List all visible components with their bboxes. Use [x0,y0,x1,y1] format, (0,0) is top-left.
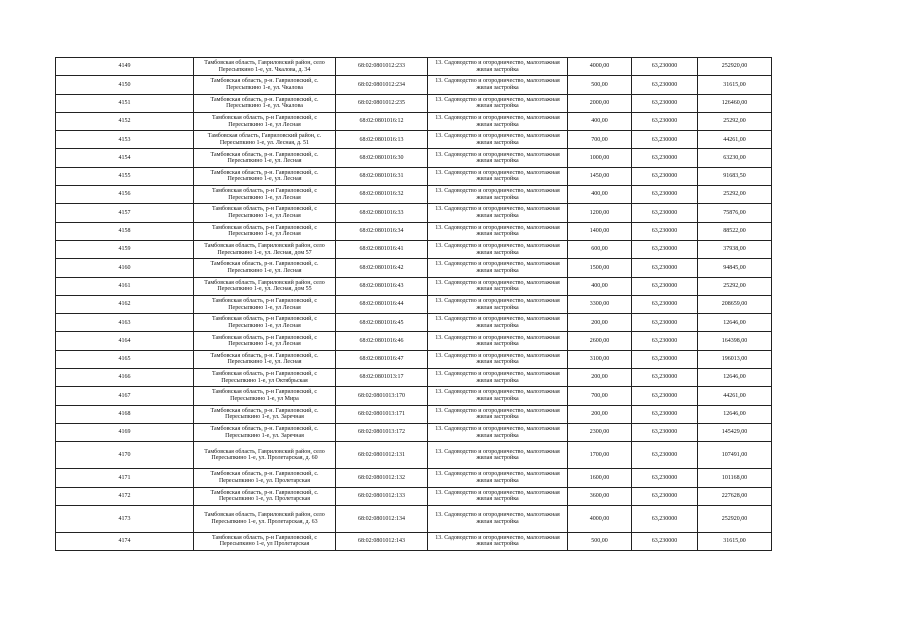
cadastral-number-cell: 68:02:0801013:17 [336,369,428,387]
row-number: 4149 [56,58,194,76]
table-row [56,204,772,222]
cadastral-number-cell: 68:02:0801012:132 [336,469,428,487]
rate-cell: 63,230000 [632,369,698,387]
cadastral-number-cell: 68:02:0801012:234 [336,76,428,94]
row-number: 4170 [56,442,194,469]
table-row [56,186,772,204]
address-cell: Тамбовская область, р-н Гавриловский, с Пересыпкино 1-е, ул Лесная [194,314,336,332]
address-cell: Тамбовская область, р-н Гавриловский, с Пересыпкино 1-е, ул Лесная [194,295,336,313]
cadastral-value-cell: 63230,00 [698,149,772,167]
area-cell: 400,00 [568,112,632,130]
land-use-cell: 13. Садоводство и огородничество, малоэтажная жилая застройка [428,369,568,387]
land-use-cell: 13. Садоводство и огородничество, малоэтажная жилая застройка [428,58,568,76]
area-cell: 2600,00 [568,332,632,350]
row-number: 4155 [56,167,194,185]
table-row [56,369,772,387]
address-cell: Тамбовская область, Гавриловский район, село Пересыпкино 1-е, ул. Пролетарская, д. 63 [194,505,336,532]
rate-cell: 63,230000 [632,112,698,130]
row-number: 4154 [56,149,194,167]
address-cell: Тамбовская область, р-н. Гавриловский, с. Пересыпкино 1-е, ул. Чкалова [194,94,336,112]
row-number: 4174 [56,532,194,550]
area-cell: 1600,00 [568,469,632,487]
rate-cell: 63,230000 [632,94,698,112]
table-row [56,314,772,332]
cadastral-value-cell: 37938,00 [698,240,772,258]
row-number: 4169 [56,423,194,441]
address-cell: Тамбовская область, р-н. Гавриловский, с. Пересыпкино 1-е, ул. Лесная [194,167,336,185]
row-number: 4163 [56,314,194,332]
table-row [56,131,772,149]
row-number: 4158 [56,222,194,240]
area-cell: 3600,00 [568,487,632,505]
cadastral-number-cell: 68:02:0801013:170 [336,387,428,405]
cadastral-value-cell: 208659,00 [698,295,772,313]
area-cell: 500,00 [568,76,632,94]
rate-cell: 63,230000 [632,295,698,313]
area-cell: 4000,00 [568,58,632,76]
cadastral-value-cell: 94845,00 [698,259,772,277]
address-cell: Тамбовская область, р-н Гавриловский, с Пересыпкино 1-е, ул Лесная [194,332,336,350]
address-cell: Тамбовская область, р-н. Гавриловский, с. Пересыпкино 1-е, ул. Пролетарская [194,469,336,487]
table-row [56,277,772,295]
cadastral-value-cell: 31615,00 [698,532,772,550]
land-use-cell: 13. Садоводство и огородничество, малоэтажная жилая застройка [428,94,568,112]
table-row [56,469,772,487]
row-number: 4160 [56,259,194,277]
table-row [56,167,772,185]
table-row [56,505,772,532]
area-cell: 1400,00 [568,222,632,240]
table-row [56,405,772,423]
address-cell: Тамбовская область, р-н. Гавриловский, с. Пересыпкино 1-е, ул. Пролетарская [194,487,336,505]
address-cell: Тамбовская область, р-н Гавриловский, с Пересыпкино 1-е, ул Пролетарская [194,532,336,550]
cadastral-value-cell: 25292,00 [698,186,772,204]
land-use-cell: 13. Садоводство и огородничество, малоэтажная жилая застройка [428,442,568,469]
row-number: 4173 [56,505,194,532]
table-row [56,332,772,350]
table-row [56,487,772,505]
area-cell: 200,00 [568,369,632,387]
area-cell: 600,00 [568,240,632,258]
cadastral-value-cell: 145429,00 [698,423,772,441]
land-use-cell: 13. Садоводство и огородничество, малоэтажная жилая застройка [428,350,568,368]
area-cell: 3100,00 [568,350,632,368]
area-cell: 2000,00 [568,94,632,112]
table-row [56,94,772,112]
land-use-cell: 13. Садоводство и огородничество, малоэтажная жилая застройка [428,469,568,487]
area-cell: 1700,00 [568,442,632,469]
cadastral-number-cell: 68:02:0801016:32 [336,186,428,204]
row-number: 4166 [56,369,194,387]
area-cell: 4000,00 [568,505,632,532]
address-cell: Тамбовская область, Гавриловский район, с. Пересыпкино 1-е, ул. Лесная, д. 51 [194,131,336,149]
rate-cell: 63,230000 [632,277,698,295]
address-cell: Тамбовская область, р-н Гавриловский, с Пересыпкино 1-е, ул Лесная [194,112,336,130]
table-row [56,423,772,441]
rate-cell: 63,230000 [632,58,698,76]
land-use-cell: 13. Садоводство и огородничество, малоэтажная жилая застройка [428,167,568,185]
rate-cell: 63,230000 [632,387,698,405]
rate-cell: 63,230000 [632,442,698,469]
table-body [56,58,772,551]
address-cell: Тамбовская область, р-н Гавриловский, с Пересыпкино 1-е, ул Лесная [194,222,336,240]
row-number: 4157 [56,204,194,222]
cadastral-value-cell: 25292,00 [698,112,772,130]
cadastral-number-cell: 68:02:0801016:42 [336,259,428,277]
row-number: 4171 [56,469,194,487]
cadastral-number-cell: 68:02:0801013:171 [336,405,428,423]
land-use-cell: 13. Садоводство и огородничество, малоэтажная жилая застройка [428,222,568,240]
area-cell: 1000,00 [568,149,632,167]
cadastral-number-cell: 68:02:0801016:12 [336,112,428,130]
address-cell: Тамбовская область, р-н Гавриловский, с Пересыпкино 1-е, ул Мира [194,387,336,405]
land-use-cell: 13. Садоводство и огородничество, малоэтажная жилая застройка [428,505,568,532]
address-cell: Тамбовская область, р-н. Гавриловский, с. Пересыпкино 1-е, ул. Лесная [194,149,336,167]
table-row [56,350,772,368]
address-cell: Тамбовская область, Гавриловский район, село Пересыпкино 1-е, ул. Пролетарская, д. 60 [194,442,336,469]
rate-cell: 63,230000 [632,167,698,185]
cadastral-value-cell: 25292,00 [698,277,772,295]
row-number: 4165 [56,350,194,368]
cadastral-value-cell: 12646,00 [698,369,772,387]
row-number: 4159 [56,240,194,258]
table-row [56,222,772,240]
row-number: 4168 [56,405,194,423]
cadastral-number-cell: 68:02:0801016:47 [336,350,428,368]
land-use-cell: 13. Садоводство и огородничество, малоэтажная жилая застройка [428,131,568,149]
cadastral-number-cell: 68:02:0801012:233 [336,58,428,76]
land-use-cell: 13. Садоводство и огородничество, малоэтажная жилая застройка [428,186,568,204]
row-number: 4162 [56,295,194,313]
rate-cell: 63,230000 [632,131,698,149]
cadastral-value-cell: 252920,00 [698,58,772,76]
area-cell: 1450,00 [568,167,632,185]
rate-cell: 63,230000 [632,240,698,258]
cadastral-number-cell: 68:02:0801012:134 [336,505,428,532]
cadastral-number-cell: 68:02:0801016:45 [336,314,428,332]
area-cell: 700,00 [568,131,632,149]
table-row [56,442,772,469]
cadastral-value-table [55,57,772,551]
cadastral-number-cell: 68:02:0801013:172 [336,423,428,441]
area-cell: 1200,00 [568,204,632,222]
cadastral-value-cell: 44261,00 [698,131,772,149]
table-row [56,58,772,76]
address-cell: Тамбовская область, р-н Гавриловский, с Пересыпкино 1-е, ул Лесная [194,204,336,222]
land-use-cell: 13. Садоводство и огородничество, малоэтажная жилая застройка [428,240,568,258]
row-number: 4153 [56,131,194,149]
rate-cell: 63,230000 [632,259,698,277]
area-cell: 500,00 [568,532,632,550]
row-number: 4151 [56,94,194,112]
address-cell: Тамбовская область, р-н. Гавриловский, с. Пересыпкино 1-е, ул. Лесная [194,259,336,277]
rate-cell: 63,230000 [632,405,698,423]
row-number: 4152 [56,112,194,130]
cadastral-value-cell: 227628,00 [698,487,772,505]
area-cell: 400,00 [568,277,632,295]
table-row [56,387,772,405]
land-use-cell: 13. Садоводство и огородничество, малоэтажная жилая застройка [428,277,568,295]
area-cell: 1500,00 [568,259,632,277]
rate-cell: 63,230000 [632,332,698,350]
row-number: 4150 [56,76,194,94]
cadastral-value-cell: 101168,00 [698,469,772,487]
address-cell: Тамбовская область, Гавриловский район, село Пересыпкино 1-е, ул. Чкалова, д. 34 [194,58,336,76]
row-number: 4167 [56,387,194,405]
area-cell: 400,00 [568,186,632,204]
address-cell: Тамбовская область, р-н. Гавриловский, с. Пересыпкино 1-е, ул. Лесная [194,350,336,368]
rate-cell: 63,230000 [632,350,698,368]
table-row [56,532,772,550]
rate-cell: 63,230000 [632,487,698,505]
rate-cell: 63,230000 [632,76,698,94]
land-use-cell: 13. Садоводство и огородничество, малоэтажная жилая застройка [428,76,568,94]
rate-cell: 63,230000 [632,314,698,332]
rate-cell: 63,230000 [632,469,698,487]
land-use-cell: 13. Садоводство и огородничество, малоэтажная жилая застройка [428,259,568,277]
cadastral-value-cell: 12646,00 [698,314,772,332]
address-cell: Тамбовская область, р-н Гавриловский, с Пересыпкино 1-е, ул Лесная [194,186,336,204]
cadastral-number-cell: 68:02:0801012:143 [336,532,428,550]
cadastral-value-cell: 252920,00 [698,505,772,532]
rate-cell: 63,230000 [632,532,698,550]
land-use-cell: 13. Садоводство и огородничество, малоэтажная жилая застройка [428,295,568,313]
cadastral-value-cell: 126460,00 [698,94,772,112]
cadastral-value-cell: 12646,00 [698,405,772,423]
land-use-cell: 13. Садоводство и огородничество, малоэтажная жилая застройка [428,423,568,441]
rate-cell: 63,230000 [632,222,698,240]
area-cell: 2300,00 [568,423,632,441]
table-row [56,149,772,167]
table-row [56,112,772,130]
table-row [56,295,772,313]
address-cell: Тамбовская область, р-н. Гавриловский, с. Пересыпкино 1-е, ул. Заречная [194,423,336,441]
address-cell: Тамбовская область, р-н. Гавриловский, с. Пересыпкино 1-е, ул. Заречная [194,405,336,423]
cadastral-number-cell: 68:02:0801016:44 [336,295,428,313]
land-use-cell: 13. Садоводство и огородничество, малоэтажная жилая застройка [428,405,568,423]
cadastral-number-cell: 68:02:0801016:31 [336,167,428,185]
address-cell: Тамбовская область, Гавриловский район, село Пересыпкино 1-е, ул. Лесная, дом 55 [194,277,336,295]
address-cell: Тамбовская область, р-н Гавриловский, с Пересыпкино 1-е, ул Октябрьская [194,369,336,387]
cadastral-number-cell: 68:02:0801016:46 [336,332,428,350]
cadastral-value-cell: 164398,00 [698,332,772,350]
land-use-cell: 13. Садоводство и огородничество, малоэтажная жилая застройка [428,149,568,167]
cadastral-value-cell: 196013,00 [698,350,772,368]
cadastral-number-cell: 68:02:0801012:235 [336,94,428,112]
land-use-cell: 13. Садоводство и огородничество, малоэтажная жилая застройка [428,487,568,505]
cadastral-number-cell: 68:02:0801016:41 [336,240,428,258]
cadastral-number-cell: 68:02:0801012:131 [336,442,428,469]
address-cell: Тамбовская область, р-н. Гавриловский, с. Пересыпкино 1-е, ул. Чкалова [194,76,336,94]
rate-cell: 63,230000 [632,186,698,204]
row-number: 4161 [56,277,194,295]
cadastral-value-cell: 31615,00 [698,76,772,94]
row-number: 4164 [56,332,194,350]
cadastral-number-cell: 68:02:0801016:43 [336,277,428,295]
area-cell: 200,00 [568,405,632,423]
land-use-cell: 13. Садоводство и огородничество, малоэтажная жилая застройка [428,112,568,130]
cadastral-number-cell: 68:02:0801012:133 [336,487,428,505]
cadastral-value-cell: 107491,00 [698,442,772,469]
land-use-cell: 13. Садоводство и огородничество, малоэтажная жилая застройка [428,314,568,332]
rate-cell: 63,230000 [632,423,698,441]
row-number: 4172 [56,487,194,505]
area-cell: 700,00 [568,387,632,405]
cadastral-number-cell: 68:02:0801016:33 [336,204,428,222]
cadastral-value-cell: 91683,50 [698,167,772,185]
area-cell: 3300,00 [568,295,632,313]
cadastral-number-cell: 68:02:0801016:13 [336,131,428,149]
cadastral-number-cell: 68:02:0801016:34 [336,222,428,240]
rate-cell: 63,230000 [632,204,698,222]
table-row [56,76,772,94]
land-use-cell: 13. Садоводство и огородничество, малоэтажная жилая застройка [428,204,568,222]
row-number: 4156 [56,186,194,204]
cadastral-number-cell: 68:02:0801016:30 [336,149,428,167]
cadastral-value-cell: 75876,00 [698,204,772,222]
land-use-cell: 13. Садоводство и огородничество, малоэтажная жилая застройка [428,387,568,405]
cadastral-value-cell: 88522,00 [698,222,772,240]
cadastral-value-cell: 44261,00 [698,387,772,405]
land-use-cell: 13. Садоводство и огородничество, малоэтажная жилая застройка [428,332,568,350]
land-use-cell: 13. Садоводство и огородничество, малоэтажная жилая застройка [428,532,568,550]
table-row [56,259,772,277]
table-row [56,240,772,258]
area-cell: 200,00 [568,314,632,332]
rate-cell: 63,230000 [632,505,698,532]
address-cell: Тамбовская область, Гавриловский район, село Пересыпкино 1-е, ул. Лесная, дом 57 [194,240,336,258]
rate-cell: 63,230000 [632,149,698,167]
